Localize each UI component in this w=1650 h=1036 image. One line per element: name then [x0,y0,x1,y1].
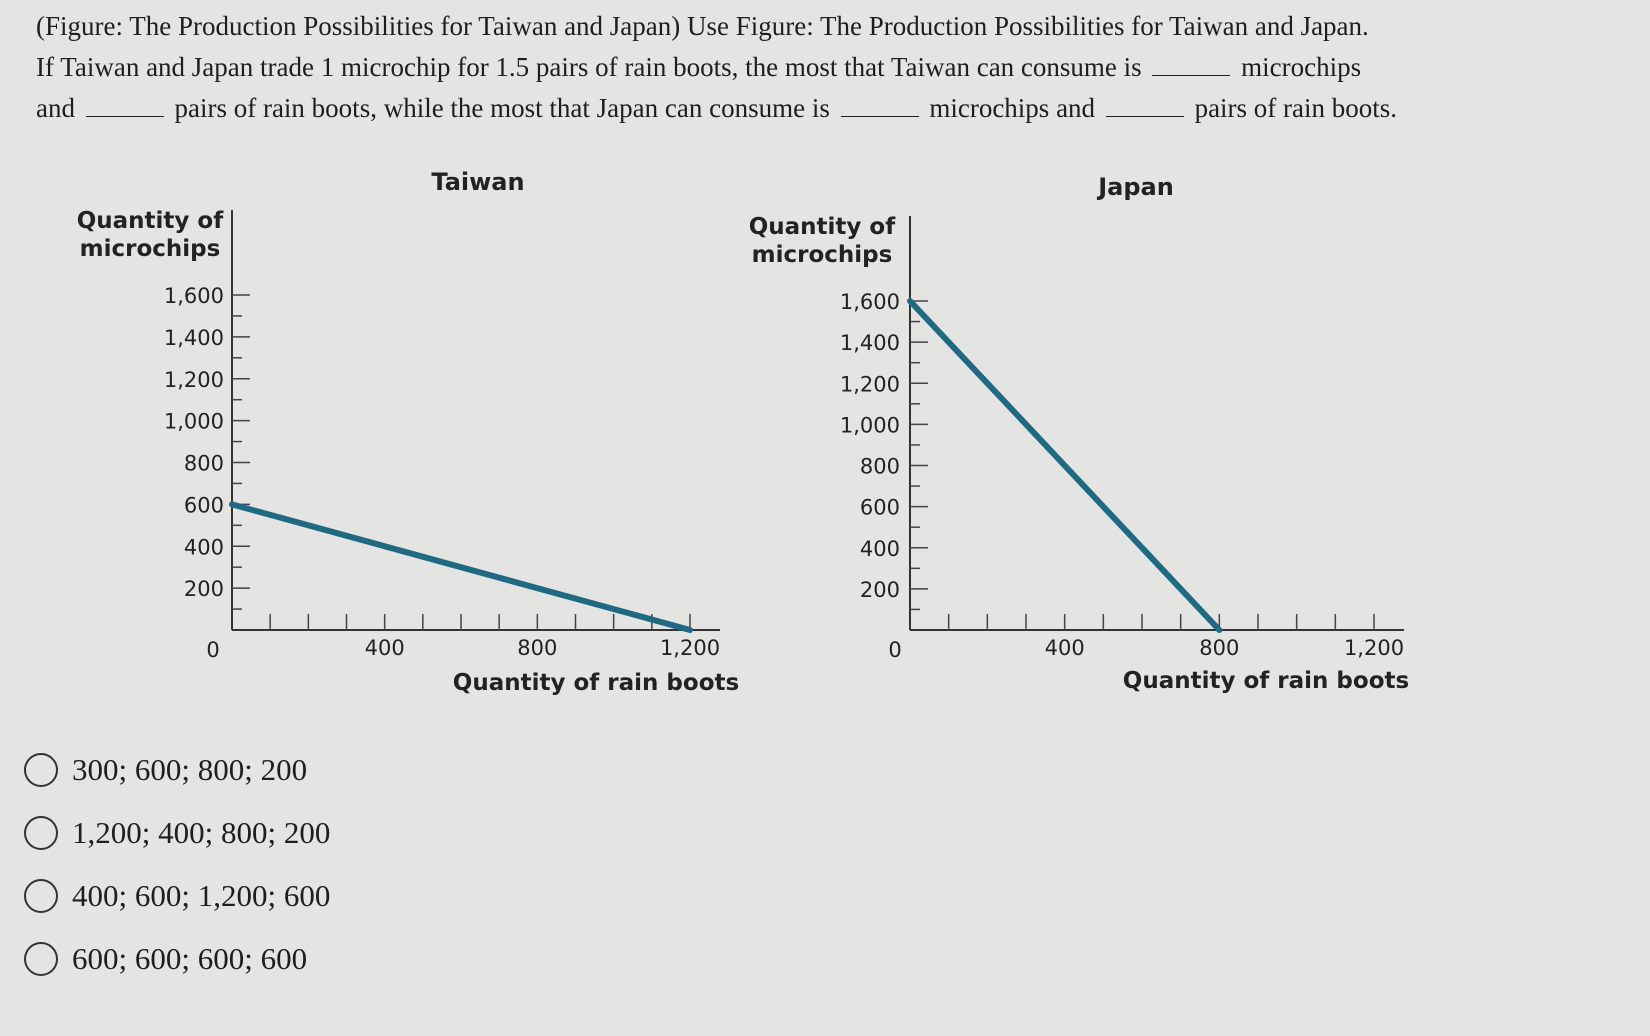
japan-x-tick-label-800: 800 [1199,636,1240,660]
answer-option-3-label: 400; 600; 1,200; 600 [72,877,331,913]
question-line-3-mid: pairs of rain boots, while the most that Japan can consume is [174,93,830,123]
japan-ppf-line [910,301,1219,630]
japan-x-tick-label-1200: 1,200 [1343,636,1405,660]
answer-option-1-label: 300; 600; 800; 200 [72,751,308,787]
radio-button-2[interactable] [24,816,58,850]
japan-y-tick-label-200: 200 [859,577,900,602]
answer-option-1[interactable] [24,738,330,801]
answer-option-3[interactable] [24,864,330,927]
taiwan-y-axis-label-2: microchips [79,236,221,262]
japan-y-tick-label-1600: 1,600 [839,290,900,314]
question-line-2-end: microchips [1241,52,1362,82]
taiwan-chart-title: Taiwan [431,168,525,196]
question-line-1-text: (Figure: The Production Possibilities for Taiwan and Japan) Use Figure: The Production Possibilities for Taiwan and Japan. [36,11,1369,41]
radio-button-1[interactable] [24,753,58,787]
question-line-3-start: and [36,93,75,123]
taiwan-y-tick-label-800: 800 [183,451,224,476]
taiwan-x-tick-label-1200: 1,200 [659,636,721,660]
japan-x-axis-label: Quantity of rain boots [1122,668,1410,694]
japan-y-tick-label-800: 800 [859,454,900,479]
answer-options [24,738,330,990]
taiwan-y-tick-label-200: 200 [183,577,224,602]
taiwan-x-axis-label: Quantity of rain boots [452,670,740,696]
japan-x-tick-label-zero: 0 [888,638,902,662]
radio-button-3[interactable] [24,879,58,913]
japan-y-axis-label-1: Quantity of [748,214,896,240]
taiwan-y-tick-label-1000: 1,000 [163,409,224,434]
question-line-3-mid2: microchips and [929,93,1096,123]
japan-x-tick-label-400: 400 [1044,636,1085,660]
taiwan-y-tick-label-600: 600 [183,493,224,518]
taiwan-ppf-line [232,504,690,630]
answer-option-4[interactable] [24,927,330,990]
answer-option-2[interactable] [24,801,330,864]
japan-y-tick-label-600: 600 [859,495,900,520]
radio-button-4[interactable] [24,942,58,976]
japan-y-tick-label-1000: 1,000 [839,413,900,438]
japan-y-tick-label-1400: 1,400 [839,331,900,356]
japan-y-tick-label-1200: 1,200 [839,372,900,397]
answer-option-4-label: 600; 600; 600; 600 [72,940,308,976]
japan-y-tick-label-400: 400 [859,536,900,561]
japan-chart-title: Japan [1098,173,1174,201]
taiwan-x-tick-label-400: 400 [364,636,405,660]
answer-option-2-label: 1,200; 400; 800; 200 [72,814,331,850]
question-line-2-text: If Taiwan and Japan trade 1 microchip for 1.5 pairs of rain boots, the most that Taiwan can consume is [36,52,1142,82]
taiwan-y-tick-label-1400: 1,400 [163,325,224,350]
taiwan-y-tick-label-1200: 1,200 [163,367,224,392]
japan-y-axis-label-2: microchips [751,242,893,268]
taiwan-y-tick-label-400: 400 [183,535,224,560]
taiwan-x-tick-label-zero: 0 [206,638,220,662]
taiwan-x-tick-label-800: 800 [517,636,558,660]
taiwan-y-tick-label-1600: 1,600 [163,284,224,308]
taiwan-y-axis-label-1: Quantity of [76,208,224,234]
question-line-3-end: pairs of rain boots. [1194,93,1398,123]
